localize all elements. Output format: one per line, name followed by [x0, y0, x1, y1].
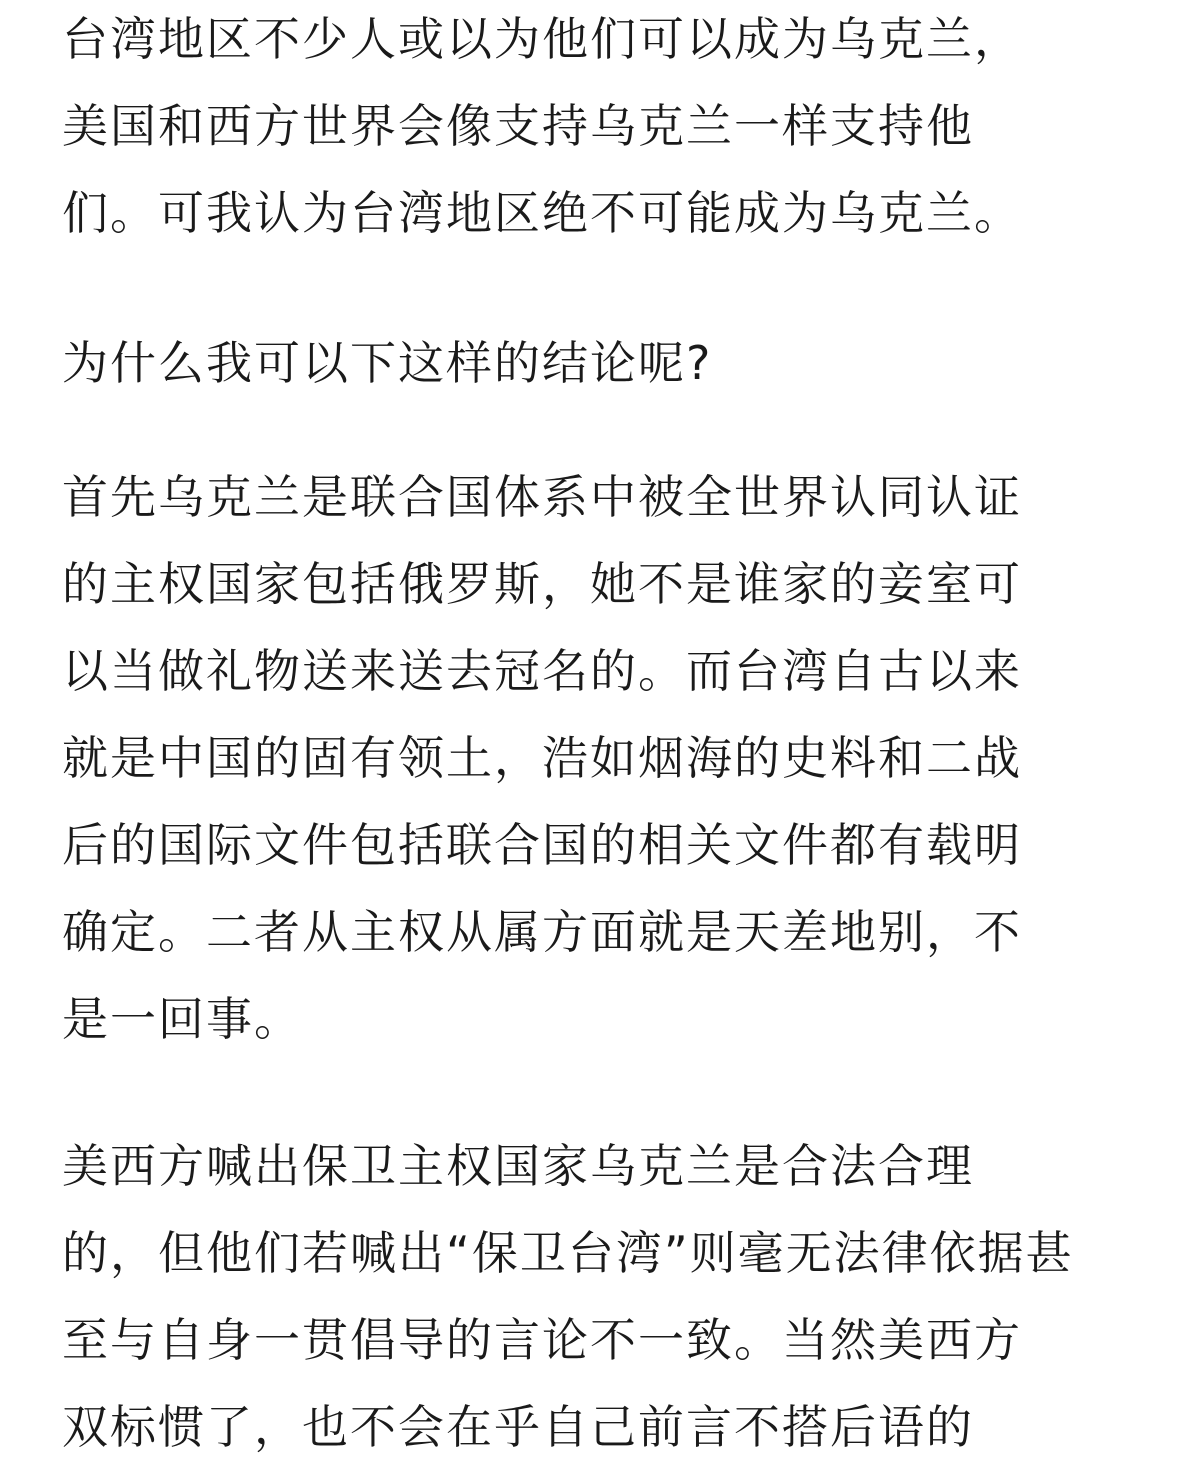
text-line: 们。可我认为台湾地区绝不可能成为乌克兰。: [62, 186, 1022, 240]
text-line: 首先乌克兰是联合国体系中被全世界认同认证: [62, 470, 1022, 524]
text-line: 的，但他们若喊出“保卫台湾”则毫无法律依据甚: [62, 1226, 1074, 1280]
text-line: 至与自身一贯倡导的言论不一致。当然美西方: [62, 1313, 1022, 1367]
text-line: 就是中国的固有领土，浩如烟海的史料和二战: [62, 731, 1022, 785]
text-line: 为什么我可以下这样的结论呢?: [62, 336, 713, 390]
paragraph-4: [62, 1123, 1074, 1471]
text-line: 美国和西方世界会像支持乌克兰一样支持他: [62, 99, 974, 153]
text-line: 的主权国家包括俄罗斯，她不是谁家的妾室可: [62, 557, 1022, 611]
text-line: 美西方喊出保卫主权国家乌克兰是合法合理: [62, 1139, 974, 1193]
text-line: 是一回事。: [62, 992, 302, 1046]
text-line: 双标惯了，也不会在乎自己前言不搭后语的: [62, 1400, 974, 1454]
paragraph-3: [62, 454, 1022, 1063]
text-line: 后的国际文件包括联合国的相关文件都有载明: [62, 818, 1022, 872]
text-line: 台湾地区不少人或以为他们可以成为乌克兰，: [62, 12, 1022, 66]
paragraph-1: [62, 0, 1022, 257]
text-line: 以当做礼物送来送去冠名的。而台湾自古以来: [62, 644, 1022, 698]
text-line: 确定。二者从主权从属方面就是天差地别，不: [62, 905, 1022, 959]
paragraph-2: [62, 320, 712, 407]
